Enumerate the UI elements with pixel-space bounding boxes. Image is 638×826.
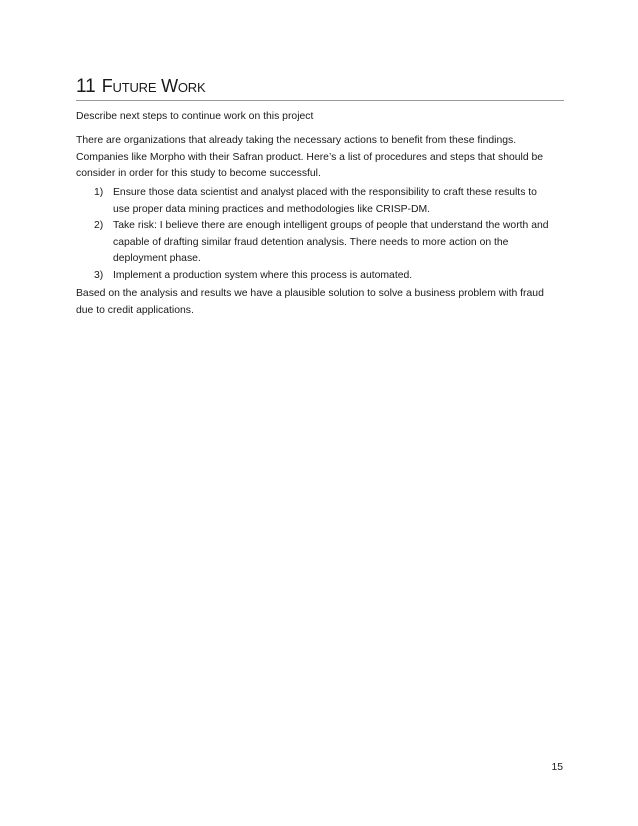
paragraph-line: Companies like Morpho with their Safran product. Here’s a list of procedures and steps that should be bbox=[76, 151, 544, 163]
list-item-line: use proper data mining practices and methodologies like CRISP-DM. bbox=[113, 203, 431, 215]
paragraph-line: due to credit applications. bbox=[76, 304, 194, 316]
list-item-line: Take risk: I believe there are enough intelligent groups of people that understand the worth and bbox=[113, 220, 549, 231]
list-marker: 2) bbox=[94, 220, 104, 231]
list-item-line: Implement a production system where this process is automated. bbox=[113, 269, 413, 281]
paragraph-line: Based on the analysis and results we have a plausible solution to solve a business problem with fraud bbox=[76, 288, 544, 299]
list-item bbox=[76, 185, 566, 218]
list-item-line: Ensure those data scientist and analyst placed with the responsibility to craft these results to bbox=[113, 187, 537, 198]
list-item-line: capable of drafting similar fraud detention analysis. There needs to more action on the bbox=[113, 236, 509, 248]
paragraph-line: There are organizations that already taking the necessary actions to benefit from these findings. bbox=[76, 135, 517, 146]
intro-text: Describe next steps to continue work on this project bbox=[76, 111, 314, 122]
list-item-line: deployment phase. bbox=[113, 253, 201, 264]
list-item bbox=[76, 218, 566, 268]
list-item bbox=[76, 268, 566, 285]
section-number: 11 bbox=[76, 76, 96, 97]
steps-list bbox=[76, 185, 566, 284]
paragraph-conclusion bbox=[76, 286, 566, 319]
page-number: 15 bbox=[551, 762, 563, 773]
paragraph-line: consider in order for this study to become successful. bbox=[76, 168, 321, 179]
list-marker: 3) bbox=[94, 269, 104, 281]
section-heading bbox=[76, 72, 564, 101]
paragraph-organizations bbox=[76, 133, 566, 183]
section-title: Future Work bbox=[101, 76, 206, 96]
list-marker: 1) bbox=[94, 187, 104, 198]
